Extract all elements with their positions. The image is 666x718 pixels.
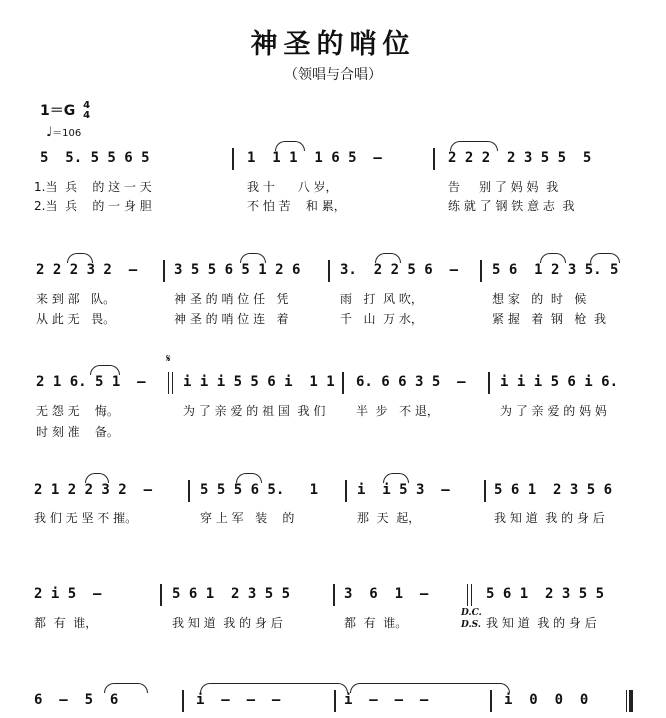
row3-m4-lyric1: 为 了 亲 爱 的 妈 妈 bbox=[500, 404, 607, 418]
row5-m3-lyric1: 都 有 谁。 bbox=[344, 616, 408, 630]
row2-m4-notes: 5 6 1 2 3 5. 5 bbox=[492, 262, 619, 278]
song-title: 神圣的哨位 bbox=[250, 29, 416, 60]
tie-slur bbox=[240, 253, 266, 263]
repeat-start-barline bbox=[168, 372, 173, 394]
row6-m2-notes: i – – – bbox=[196, 692, 281, 708]
segno-icon: 𝄋 bbox=[166, 352, 171, 365]
row3-m2-notes: i i i 5 5 6 i 1 1 bbox=[183, 374, 335, 390]
barline bbox=[328, 260, 330, 282]
tie-slur bbox=[350, 683, 510, 693]
dc-marking: D.C. bbox=[461, 608, 482, 618]
row2-m1-lyric1: 来 到 部 队。 bbox=[36, 292, 116, 306]
row2-m3-notes: 3. 2 2 5 6 – bbox=[340, 262, 459, 278]
row4-m2-notes: 5 5 5 6 5. 1 bbox=[200, 482, 319, 498]
tie-slur bbox=[104, 683, 148, 693]
quarter-note-icon: ♩ bbox=[46, 125, 53, 140]
row2-m2-lyric1: 神 圣 的 哨 位 任 凭 bbox=[174, 292, 289, 306]
row3-m1-lyric1: 无 怨 无 悔。 bbox=[36, 404, 119, 418]
row4-m2-lyric1: 穿 上 军 装 的 bbox=[200, 511, 295, 525]
barline bbox=[333, 584, 335, 606]
row2-m4-lyric2: 紧 握 着 钢 枪 我 bbox=[492, 312, 606, 326]
barline bbox=[160, 584, 162, 606]
barline bbox=[484, 480, 486, 502]
barline bbox=[480, 260, 482, 282]
row3-m4-notes: i i i 5 6 i 6. bbox=[500, 374, 619, 390]
row1-m3-lyric1: 告 别 了 妈 妈 我 bbox=[448, 180, 559, 194]
row1-m3-lyric2: 练 就 了 钢 铁 意 志 我 bbox=[448, 199, 575, 213]
row1-m1-lyric2: 2.当 兵 的 一 身 胆 bbox=[34, 199, 152, 213]
barline bbox=[163, 260, 165, 282]
barline bbox=[342, 372, 344, 394]
barline bbox=[182, 690, 184, 712]
tie-slur bbox=[383, 473, 409, 483]
row1-m2-lyric1: 我 十 八 岁， bbox=[247, 180, 338, 194]
ds-marking: D.S. bbox=[461, 620, 481, 630]
tie-slur bbox=[90, 365, 120, 375]
row3-m1-notes: 2 1 6. 5 1 – bbox=[36, 374, 146, 390]
row5-m1-notes: 2 i 5 – bbox=[34, 586, 102, 602]
tie-slur bbox=[375, 253, 401, 263]
row1-m2-notes: 1 1 1 1 6 5 – bbox=[247, 150, 382, 166]
barline bbox=[188, 480, 190, 502]
row5-m2-lyric1: 我 知 道 我 的 身 后 bbox=[172, 616, 283, 630]
row2-m1-lyric2: 从 此 无 畏。 bbox=[36, 312, 116, 326]
tie-slur bbox=[67, 253, 93, 263]
barline bbox=[232, 148, 234, 170]
row6-m4-notes: i 0 0 0 bbox=[504, 692, 589, 708]
row3-m2-lyric1: 为 了 亲 爱 的 祖 国 我 们 bbox=[183, 404, 326, 418]
time-bottom: 4 bbox=[83, 110, 91, 121]
row5-m2-notes: 5 6 1 2 3 5 5 bbox=[172, 586, 291, 602]
row4-m1-notes: 2 1 2 2 3 2 – bbox=[34, 482, 153, 498]
row1-m1-lyric1: 1.当 兵 的 这 一 天 bbox=[34, 180, 152, 194]
row2-m3-lyric2: 千 山 万 水， bbox=[340, 312, 423, 326]
row1-m3-notes: 2 2 2 2 3 5 5 5 bbox=[448, 150, 592, 166]
row1-m2-lyric2: 不 怕 苦 和 累， bbox=[247, 199, 346, 213]
tie-slur bbox=[200, 683, 348, 693]
row2-m2-notes: 3 5 5 6 5 1 2 6 bbox=[174, 262, 301, 278]
tempo-value: ＝106 bbox=[52, 128, 82, 139]
row6-m3-notes: i – – – bbox=[344, 692, 429, 708]
barline bbox=[345, 480, 347, 502]
barline bbox=[334, 690, 336, 712]
row3-m3-lyric1: 半 步 不 退， bbox=[356, 404, 439, 418]
row3-m1-lyric2: 时 刻 准 备。 bbox=[36, 425, 119, 439]
row4-m3-lyric1: 那 天 起， bbox=[357, 511, 421, 525]
key-signature bbox=[40, 100, 90, 121]
row4-m3-notes: i i 5 3 – bbox=[357, 482, 450, 498]
barline bbox=[490, 690, 492, 712]
tie-slur bbox=[590, 253, 620, 263]
row2-m1-notes: 2 2 2 3 2 – bbox=[36, 262, 138, 278]
song-subtitle: （领唱与合唱） bbox=[284, 67, 382, 83]
tie-slur bbox=[85, 473, 109, 483]
row4-m4-notes: 5 6 1 2 3 5 6 bbox=[494, 482, 613, 498]
row2-m2-lyric2: 神 圣 的 哨 位 连 着 bbox=[174, 312, 289, 326]
row5-m4-notes: 5 6 1 2 3 5 5 bbox=[486, 586, 605, 602]
row4-m4-lyric1: 我 知 道 我 的 身 后 bbox=[494, 511, 605, 525]
tempo-marking bbox=[46, 124, 81, 140]
time-signature bbox=[83, 101, 90, 121]
time-top: 4 bbox=[83, 100, 91, 111]
tie-slur bbox=[236, 473, 262, 483]
row1-m1-notes: 5 5. 5 5 6 5 bbox=[40, 150, 150, 166]
barline bbox=[433, 148, 435, 170]
barline bbox=[488, 372, 490, 394]
row3-m3-notes: 6. 6 6 3 5 – bbox=[356, 374, 466, 390]
row4-m1-lyric1: 我 们 无 坚 不 摧。 bbox=[34, 511, 138, 525]
tie-slur bbox=[275, 141, 305, 151]
tie-slur bbox=[540, 253, 566, 263]
tie-slur bbox=[450, 141, 498, 151]
row5-m3-notes: 3 6 1 – bbox=[344, 586, 429, 602]
row5-m1-lyric1: 都 有 谁， bbox=[34, 616, 98, 630]
key-label: 1＝G bbox=[40, 103, 76, 119]
row2-m4-lyric1: 想 家 的 时 候 bbox=[492, 292, 587, 306]
final-barline bbox=[626, 690, 633, 712]
row5-m4-lyric1: 我 知 道 我 的 身 后 bbox=[486, 616, 597, 630]
double-barline bbox=[467, 584, 472, 606]
row6-m1-notes: 6 – 5 6 bbox=[34, 692, 119, 708]
row2-m3-lyric1: 雨 打 风 吹， bbox=[340, 292, 423, 306]
